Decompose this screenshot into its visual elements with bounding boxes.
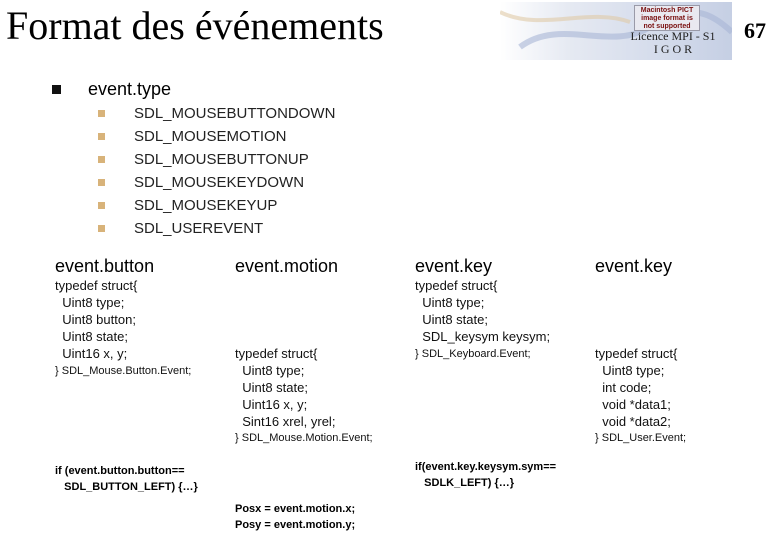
main-bullet-icon xyxy=(52,85,61,94)
key-example-code: if(event.key.keysym.sym== SDLK_LEFT) {…} xyxy=(415,461,557,489)
sub-bullet-icon xyxy=(98,110,105,117)
unsupported-image-badge: Macintosh PICT image format is not supported xyxy=(634,5,700,31)
key-struct: typedef struct{ Uint8 type; Uint8 state; SDL_keysym keysym; xyxy=(415,278,551,344)
slide-title: Format des événements xyxy=(6,3,384,48)
button-struct: typedef struct{ Uint8 type; Uint8 button; Uint8 state; Uint16 x, y; xyxy=(55,278,138,361)
key-heading: event.key xyxy=(415,256,493,276)
licence-line-1: Licence MPI - S1 xyxy=(630,29,716,43)
sub-item-label: SDL_MOUSEMOTION xyxy=(134,128,287,145)
button-example-code: if (event.button.button== SDL_BUTTON_LEFT) {…} xyxy=(55,465,198,493)
sub-item-label: SDL_MOUSEBUTTONDOWN xyxy=(134,105,336,122)
sub-item-label: SDL_MOUSEKEYDOWN xyxy=(134,174,305,191)
licence-line-2: I G O R xyxy=(653,42,693,56)
sub-bullet-icon xyxy=(98,225,105,232)
sub-item-label: SDL_MOUSEBUTTONUP xyxy=(134,151,309,168)
page-number: 67 xyxy=(744,18,766,43)
motion-heading: event.motion xyxy=(235,256,339,276)
motion-struct: typedef struct{ Uint8 type; Uint8 state; Uint16 x, y; Sint16 xrel, yrel; xyxy=(235,346,336,429)
sub-item-label: SDL_MOUSEKEYUP xyxy=(134,197,278,214)
user-struct-closing: } SDL_User.Event; xyxy=(595,432,687,444)
motion-struct-closing: } SDL_Mouse.Motion.Event; xyxy=(235,432,373,444)
key-struct-closing: } SDL_Keyboard.Event; xyxy=(415,348,531,360)
button-heading: event.button xyxy=(55,256,155,276)
main-bullet-label: event.type xyxy=(88,79,172,99)
user-struct: typedef struct{ Uint8 type; int code; void *data1; void *data2; xyxy=(595,346,678,429)
button-struct-closing: } SDL_Mouse.Button.Event; xyxy=(55,365,192,377)
user-heading: event.key xyxy=(595,256,673,276)
sub-bullet-icon xyxy=(98,133,105,140)
sub-bullet-icon xyxy=(98,156,105,163)
sub-bullet-icon xyxy=(98,202,105,209)
course-label xyxy=(618,30,728,56)
sub-bullet-icon xyxy=(98,179,105,186)
motion-example-code: Posx = event.motion.x; Posy = event.motion.y; xyxy=(235,503,356,531)
sub-item-label: SDL_USEREVENT xyxy=(134,220,264,237)
